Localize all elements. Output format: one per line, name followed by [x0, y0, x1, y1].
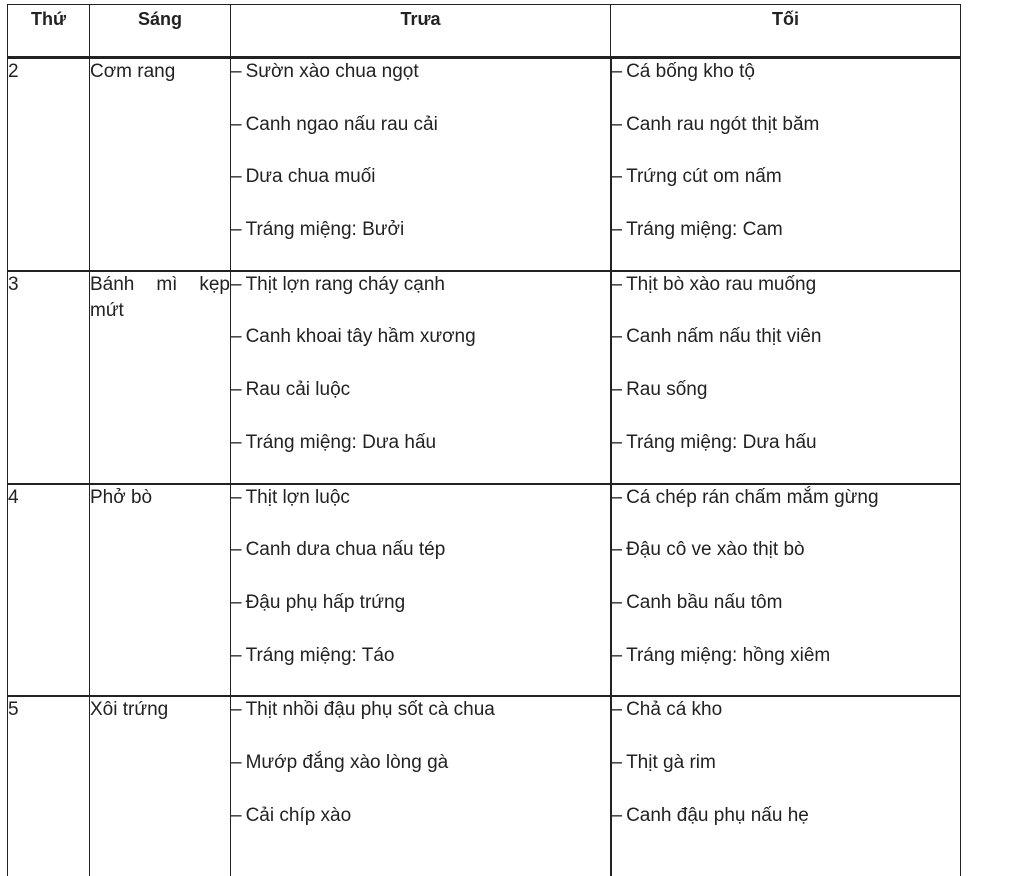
dish-name: Tráng miệng: hồng xiêm [626, 645, 830, 666]
header-breakfast: Sáng [90, 5, 231, 58]
weekly-menu-table-container [7, 4, 961, 876]
list-item [612, 112, 961, 165]
dash-bullet: – [612, 432, 623, 453]
lunch-cell [231, 696, 611, 876]
dash-bullet: – [612, 61, 623, 82]
list-item [612, 272, 961, 325]
dash-bullet: – [231, 645, 242, 666]
dash-bullet: – [231, 805, 242, 826]
dash-bullet: – [612, 326, 623, 347]
lunch-dish-list [231, 697, 610, 855]
dish-name: Mướp đắng xào lòng gà [246, 752, 449, 773]
list-item [612, 537, 961, 590]
dish-name: Thịt bò xào rau muống [626, 274, 816, 295]
dish-name: Tráng miệng: Dưa hấu [246, 432, 437, 453]
list-item [612, 643, 961, 696]
breakfast-cell: Phở bò [90, 484, 231, 697]
dish-name: Tráng miệng: Bưởi [246, 219, 405, 240]
list-item [231, 590, 610, 643]
lunch-cell [231, 484, 611, 697]
dinner-dish-list [612, 485, 961, 696]
dish-name: Cá chép rán chấm mắm gừng [626, 487, 878, 508]
list-item [612, 803, 961, 856]
dinner-dish-list [612, 59, 961, 270]
dash-bullet: – [612, 592, 623, 613]
dish-name: Canh đậu phụ nấu hẹ [626, 805, 809, 826]
dinner-cell [611, 271, 961, 484]
dish-name: Cải chíp xào [246, 805, 352, 826]
lunch-dish-list [231, 485, 610, 696]
lunch-dish-list [231, 272, 610, 483]
list-item [612, 697, 961, 750]
list-item [231, 643, 610, 696]
list-item [612, 485, 961, 538]
list-item [612, 59, 961, 112]
dash-bullet: – [231, 379, 242, 400]
list-item [231, 485, 610, 538]
table-body [8, 58, 961, 876]
dish-name: Thịt lợn rang cháy cạnh [246, 274, 445, 295]
list-item [612, 590, 961, 643]
dash-bullet: – [231, 432, 242, 453]
dash-bullet: – [231, 539, 242, 560]
dinner-dish-list [612, 272, 961, 483]
lunch-cell [231, 271, 611, 484]
table-row [8, 484, 961, 697]
dash-bullet: – [612, 166, 623, 187]
dish-name: Thịt gà rim [626, 752, 716, 773]
dash-bullet: – [231, 699, 242, 720]
dinner-cell [611, 696, 961, 876]
list-item [231, 272, 610, 325]
breakfast-cell: Xôi trứng [90, 696, 231, 876]
list-item [231, 377, 610, 430]
dinner-cell [611, 58, 961, 271]
dash-bullet: – [231, 274, 242, 295]
table-header-row [8, 5, 961, 58]
dish-name: Trứng cút om nấm [626, 166, 782, 187]
list-item [612, 324, 961, 377]
dish-name: Thịt lợn luộc [246, 487, 350, 508]
list-item [231, 217, 610, 270]
dish-name: Sườn xào chua ngọt [246, 61, 419, 82]
dash-bullet: – [231, 592, 242, 613]
list-item [612, 750, 961, 803]
dish-name: Rau cải luộc [246, 379, 351, 400]
dash-bullet: – [612, 539, 623, 560]
dash-bullet: – [231, 166, 242, 187]
dish-name: Tráng miệng: Táo [246, 645, 395, 666]
dash-bullet: – [231, 752, 242, 773]
dish-name: Canh dưa chua nấu tép [246, 539, 446, 560]
list-item [612, 164, 961, 217]
dish-name: Chả cá kho [626, 699, 722, 720]
dinner-cell [611, 484, 961, 697]
header-lunch: Trưa [231, 5, 611, 58]
weekly-menu-table [7, 4, 961, 876]
dish-name: Dưa chua muối [246, 166, 376, 187]
dish-name: Tráng miệng: Dưa hấu [626, 432, 817, 453]
breakfast-cell: Cơm rang [90, 58, 231, 271]
day-cell: 3 [8, 271, 90, 484]
day-cell: 4 [8, 484, 90, 697]
header-dinner: Tối [611, 5, 961, 58]
table-row [8, 696, 961, 876]
header-day: Thứ [8, 5, 90, 58]
list-item [612, 217, 961, 270]
lunch-dish-list [231, 59, 610, 270]
table-row [8, 271, 961, 484]
day-cell: 5 [8, 696, 90, 876]
list-item [231, 430, 610, 483]
dash-bullet: – [612, 645, 623, 666]
dash-bullet: – [231, 114, 242, 135]
dash-bullet: – [612, 114, 623, 135]
list-item [231, 537, 610, 590]
dash-bullet: – [612, 487, 623, 508]
dish-name: Canh ngao nấu rau cải [246, 114, 438, 135]
breakfast-cell: Bánh mì kẹp mứt [90, 271, 231, 484]
dash-bullet: – [231, 487, 242, 508]
dish-name: Thịt nhồi đậu phụ sốt cà chua [246, 699, 495, 720]
list-item [231, 697, 610, 750]
lunch-cell [231, 58, 611, 271]
dinner-dish-list [612, 697, 961, 855]
dish-name: Canh rau ngót thịt băm [626, 114, 819, 135]
list-item [612, 377, 961, 430]
list-item [231, 164, 610, 217]
dish-name: Đậu phụ hấp trứng [246, 592, 406, 613]
dash-bullet: – [612, 274, 623, 295]
dash-bullet: – [231, 61, 242, 82]
dish-name: Tráng miệng: Cam [626, 219, 783, 240]
table-row [8, 58, 961, 271]
day-cell: 2 [8, 58, 90, 271]
dish-name: Canh nấm nấu thịt viên [626, 326, 821, 347]
list-item [231, 59, 610, 112]
list-item [231, 112, 610, 165]
dash-bullet: – [612, 805, 623, 826]
dash-bullet: – [612, 752, 623, 773]
dish-name: Cá bống kho tộ [626, 61, 755, 82]
dish-name: Rau sống [626, 379, 707, 400]
list-item [231, 803, 610, 856]
dash-bullet: – [612, 699, 623, 720]
list-item [231, 324, 610, 377]
dish-name: Đậu cô ve xào thịt bò [626, 539, 805, 560]
dish-name: Canh khoai tây hầm xương [246, 326, 476, 347]
dash-bullet: – [231, 326, 242, 347]
dash-bullet: – [612, 219, 623, 240]
list-item [612, 430, 961, 483]
dish-name: Canh bầu nấu tôm [626, 592, 782, 613]
dash-bullet: – [612, 379, 623, 400]
dash-bullet: – [231, 219, 242, 240]
list-item [231, 750, 610, 803]
